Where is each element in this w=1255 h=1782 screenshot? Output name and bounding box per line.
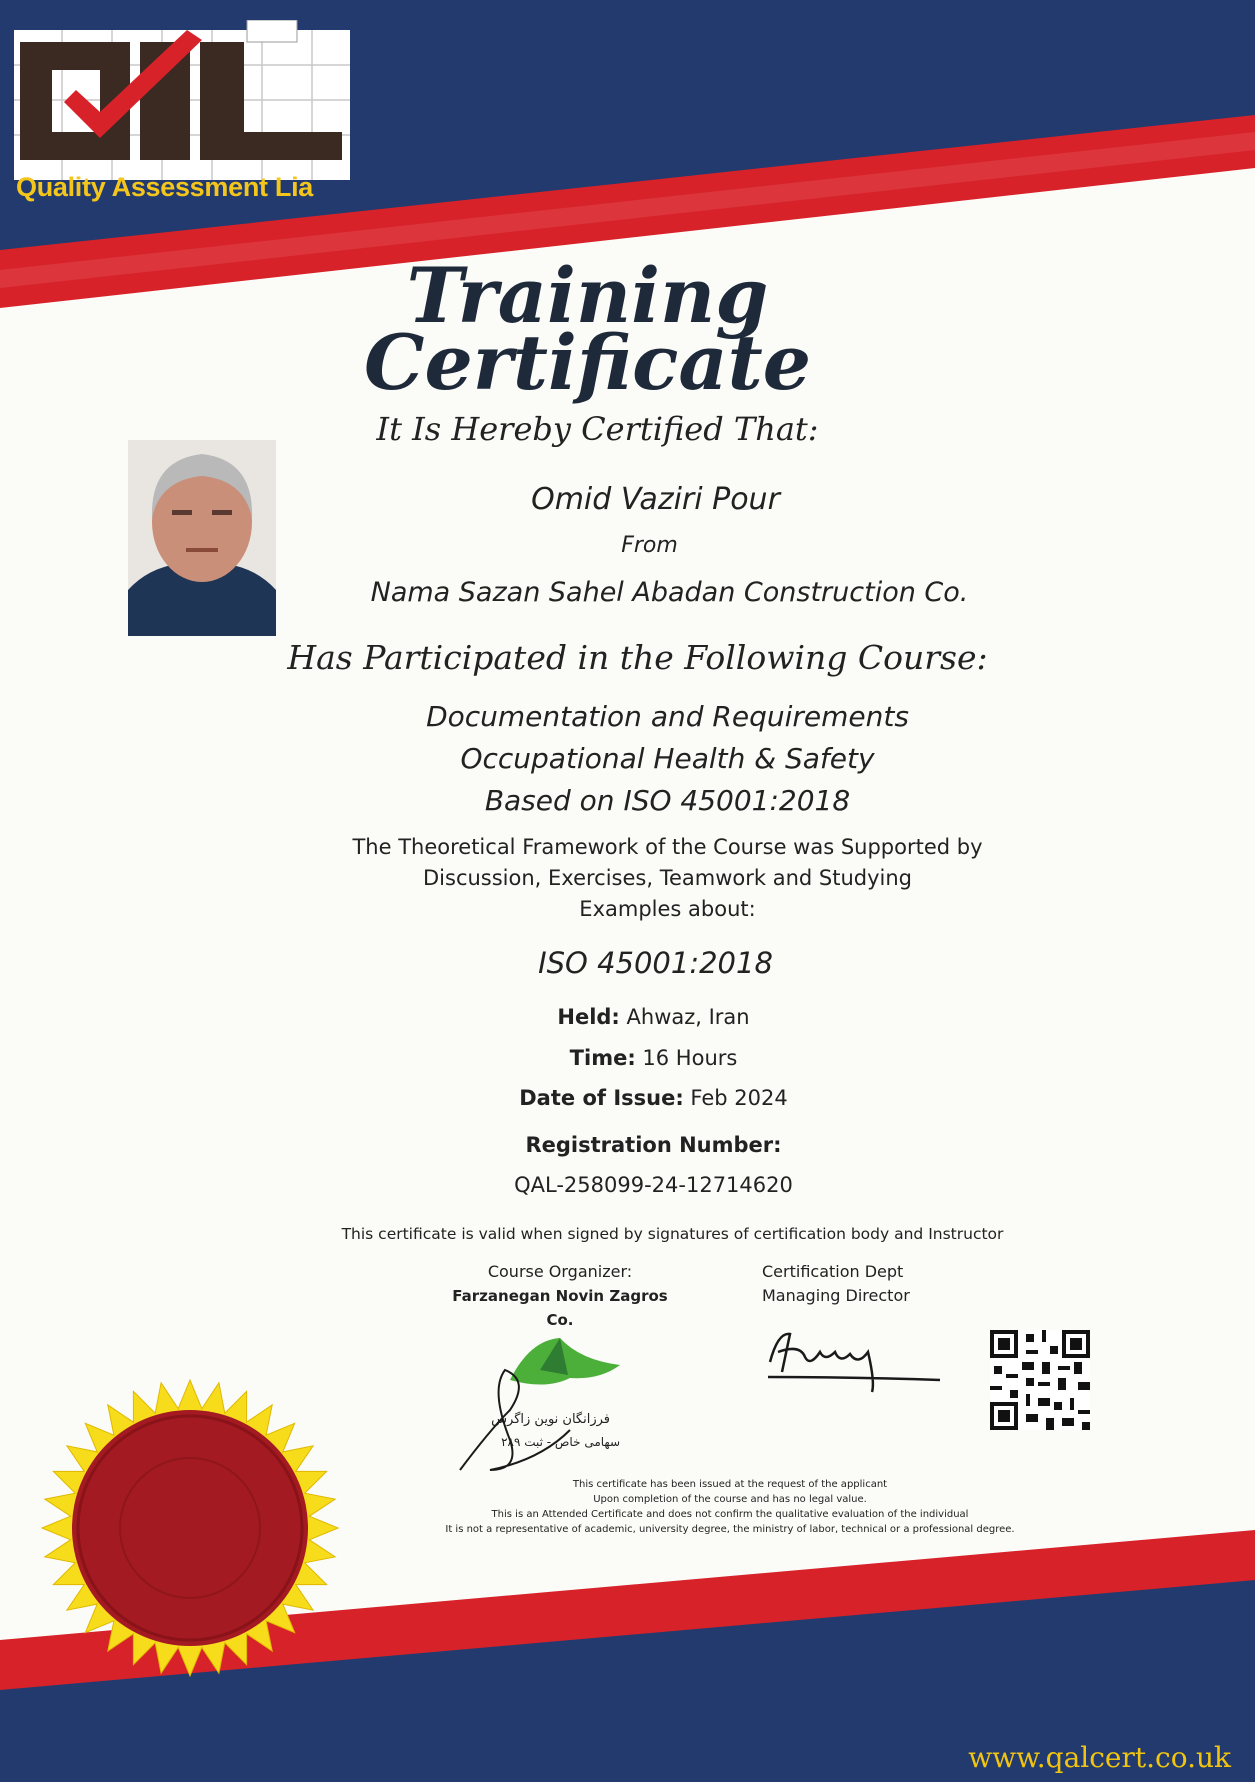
date-value: Feb 2024 <box>690 1086 788 1110</box>
held-row <box>26 1005 1255 1029</box>
reg-label: Registration Number: <box>525 1133 782 1157</box>
time-label: Time: <box>569 1046 636 1070</box>
disclaimer-line-1: This certificate has been issued at the request of the applicant <box>572 1479 888 1490</box>
organizer-name: Farzanegan Novin Zagros Co. <box>452 1287 668 1329</box>
website-url: www.qalcert.co.uk <box>968 1741 1231 1774</box>
green-tree-logo-icon <box>510 1338 620 1385</box>
qr-code-icon <box>990 1330 1090 1430</box>
framework-line-1: The Theoretical Framework of the Course was Supported by <box>352 835 983 859</box>
title-line2: Certificate <box>363 318 812 407</box>
cert-role-label: Managing Director <box>762 1286 910 1305</box>
framework-line-2: Discussion, Exercises, Teamwork and Studying <box>423 866 912 890</box>
course-line-1: Documentation and Requirements <box>426 700 909 733</box>
organizer-stamp <box>450 1320 650 1480</box>
disclaimer-line-4: It is not a representative of academic, university degree, the ministry of labor, technical or a professional degree. <box>445 1524 1015 1535</box>
disclaimer-line-2: Upon completion of the course and has no legal value. <box>593 1494 867 1505</box>
participated-text: Has Participated in the Following Course: <box>287 638 988 677</box>
hereby-text: It Is Hereby Certified That: <box>376 410 819 448</box>
standard-text: ISO 45001:2018 <box>538 946 773 980</box>
reg-value: QAL-258099-24-12714620 <box>514 1173 793 1197</box>
date-row <box>26 1086 1255 1110</box>
held-value: Ahwaz, Iran <box>626 1005 750 1029</box>
framework-line-3: Examples about: <box>579 897 756 921</box>
time-value: 16 Hours <box>642 1046 738 1070</box>
disclaimer-line-3: This is an Attended Certificate and does not confirm the qualitative evaluation of the individual <box>491 1509 969 1520</box>
time-row <box>26 1046 1255 1070</box>
cert-dept-block <box>762 1260 962 1308</box>
brand-caption: Quality Assessment Lia <box>16 172 314 202</box>
stamp-text-2: سهامی خاص - ثبت ۲۸۹ <box>501 1435 620 1449</box>
title-line1: Training <box>406 251 769 340</box>
from-label: From <box>621 533 678 558</box>
red-seal-icon <box>40 1378 340 1678</box>
stamp-text-1: فرزانگان نوین زاگرس <box>491 1412 610 1427</box>
recipient-name: Omid Vaziri Pour <box>531 482 780 517</box>
course-line-2: Occupational Health & Safety <box>460 742 875 775</box>
validity-text: This certificate is valid when signed by signatures of certification body and Instructor <box>341 1225 1004 1243</box>
company-name: Nama Sazan Sahel Abadan Construction Co. <box>370 577 969 608</box>
director-signature <box>760 1322 950 1402</box>
held-label: Held: <box>557 1005 620 1029</box>
date-label: Date of Issue: <box>519 1086 684 1110</box>
organizer-label: Course Organizer: <box>487 1262 633 1281</box>
cert-dept-label: Certification Dept <box>762 1262 904 1281</box>
course-line-3: Based on ISO 45001:2018 <box>484 784 851 817</box>
